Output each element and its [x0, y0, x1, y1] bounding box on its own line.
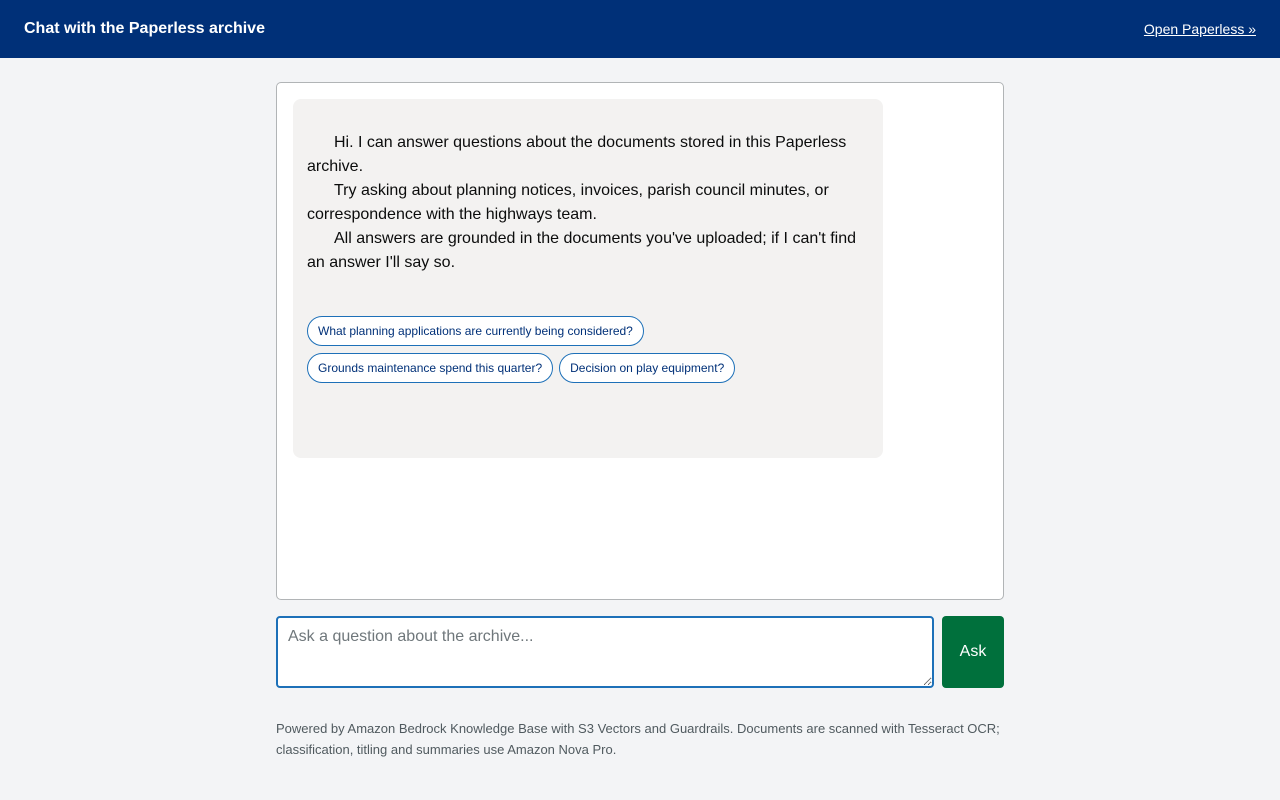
greeting-line: Hi. I can answer questions about the documents stored in this Paperless archive. — [307, 134, 847, 175]
question-input[interactable] — [276, 616, 934, 688]
chat-log[interactable] — [276, 82, 1004, 600]
top-bar — [0, 0, 1280, 58]
greeting-line: Try asking about planning notices, invoices, parish council minutes, or correspondence with the highways team. — [307, 182, 829, 223]
suggestion-chip-planning[interactable]: What planning applications are currently being considered? — [307, 316, 644, 346]
ask-button[interactable]: Ask — [942, 616, 1004, 688]
greeting-line: All answers are grounded in the documents you've uploaded; if I can't find an answer I'll say so. — [307, 230, 856, 271]
open-paperless-link[interactable]: Open Paperless » — [1143, 21, 1256, 37]
question-form — [276, 616, 1004, 688]
suggestion-chips — [307, 316, 807, 383]
suggestion-chip-grounds[interactable]: Grounds maintenance spend this quarter? — [307, 353, 553, 383]
assistant-message — [293, 99, 883, 458]
suggestion-chip-play-equipment[interactable]: Decision on play equipment? — [559, 353, 735, 383]
page-title: Chat with the Paperless archive — [24, 20, 265, 37]
chat-panel — [276, 82, 1004, 760]
footer-note: Powered by Amazon Bedrock Knowledge Base with S3 Vectors and Guardrails. Documents are scanned with Tesseract OCR; classification, titling and summaries use Amazon Nova Pro. — [276, 721, 1000, 757]
